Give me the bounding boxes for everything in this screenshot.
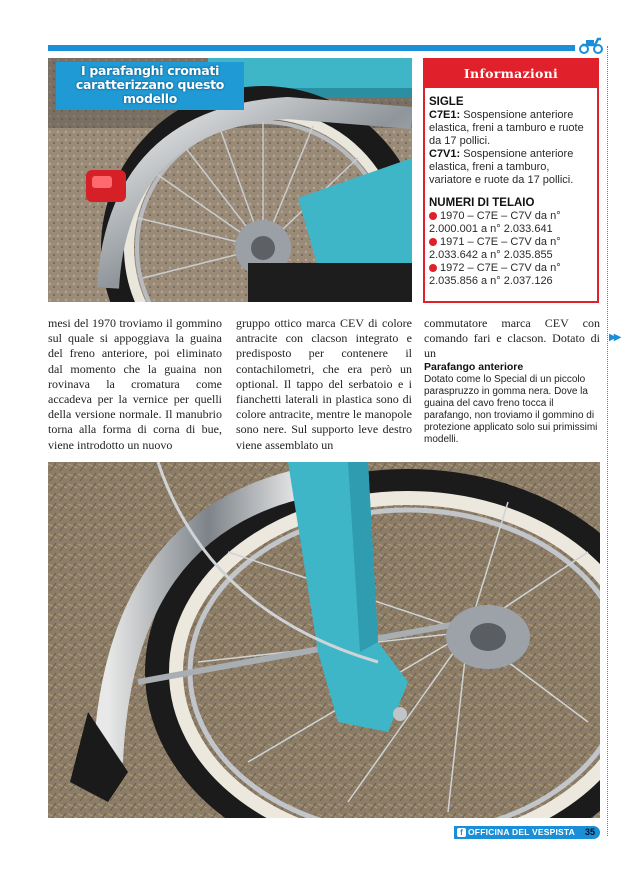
magazine-name: OFFICINA DEL VESPISTA [468,827,575,837]
telaio-entry [429,210,595,236]
telaio-text: 1970 – C7E – C7V da n° 2.000.001 a n° 2.033.641 [429,210,561,235]
sigle-code: C7V1: [429,148,461,160]
telaio-entry [429,262,595,288]
bullet-dot-icon [429,238,437,246]
scooter-icon [578,34,604,54]
info-box-title: Informazioni [425,60,597,88]
bullet-dot-icon [429,212,437,220]
sigle-text: Sospensione anteriore elastica, freni a tamburo, variatore e ruote da 17 pollici. [429,148,574,186]
sidebar-caption-title: Parafango anteriore [424,361,524,373]
telaio-title: NUMERI DI TELAIO [429,197,535,209]
body-column-2: gruppo ottico marca CEV di colore antracite con clacson integrato e predisposto per contenere il contachilometri, che era però un optional. Il tappo del serbatoio e i fianchetti laterali in plastica sono di colore antracite, mentre le manopole sono nere. Sul supporto leve destro viene assemblato un [236,316,412,452]
sigle-title: SIGLE [429,96,464,108]
header-rule [48,45,575,51]
telaio-text: 1972 – C7E – C7V da n° 2.035.856 a n° 2.037.126 [429,262,561,287]
bullet-dot-icon [429,264,437,272]
facebook-icon: f [457,828,466,837]
sidebar-caption-text: Dotato come lo Special di un piccolo paraspruzzo in gomma nera. Dove la guaina del cavo freno tocca il parafango, non troviamo il gommino di protezione applicato solo sui primissimi modelli. [424,374,598,445]
telaio-entry [429,236,595,262]
sigle-text: Sospensione anteriore elastica, freni a tamburo e ruote da 17 pollici. [429,109,584,147]
margin-dotted-line [607,46,608,836]
telaio-text: 1971 – C7E – C7V da n° 2.033.642 a n° 2.035.855 [429,236,561,261]
photo-caption: I parafanghi cromati caratterizzano questo modello [56,62,244,110]
continue-arrows-icon: ▶▶ [609,332,619,343]
sigle-entry [429,109,595,148]
info-box [423,58,599,303]
page-number: 35 [585,827,596,837]
sigle-entry [429,148,595,187]
body-column-1: mesi del 1970 troviamo il gommino sul quale si appoggiava la guaina del freno anteriore, poi eliminato dal momento che la guaina non rovinava la cromatura come accadeva per la vernice per quelli della versione normale. Il manubrio torna alla forma di corna di bue, viene introdotto un nuovo [48,316,222,452]
photo-front-wheel [48,462,600,818]
sigle-code: C7E1: [429,109,461,121]
body-column-3: commutatore marca CEV con comando fari e clacson. Dotato di un [424,316,600,361]
info-box-body [425,88,597,288]
